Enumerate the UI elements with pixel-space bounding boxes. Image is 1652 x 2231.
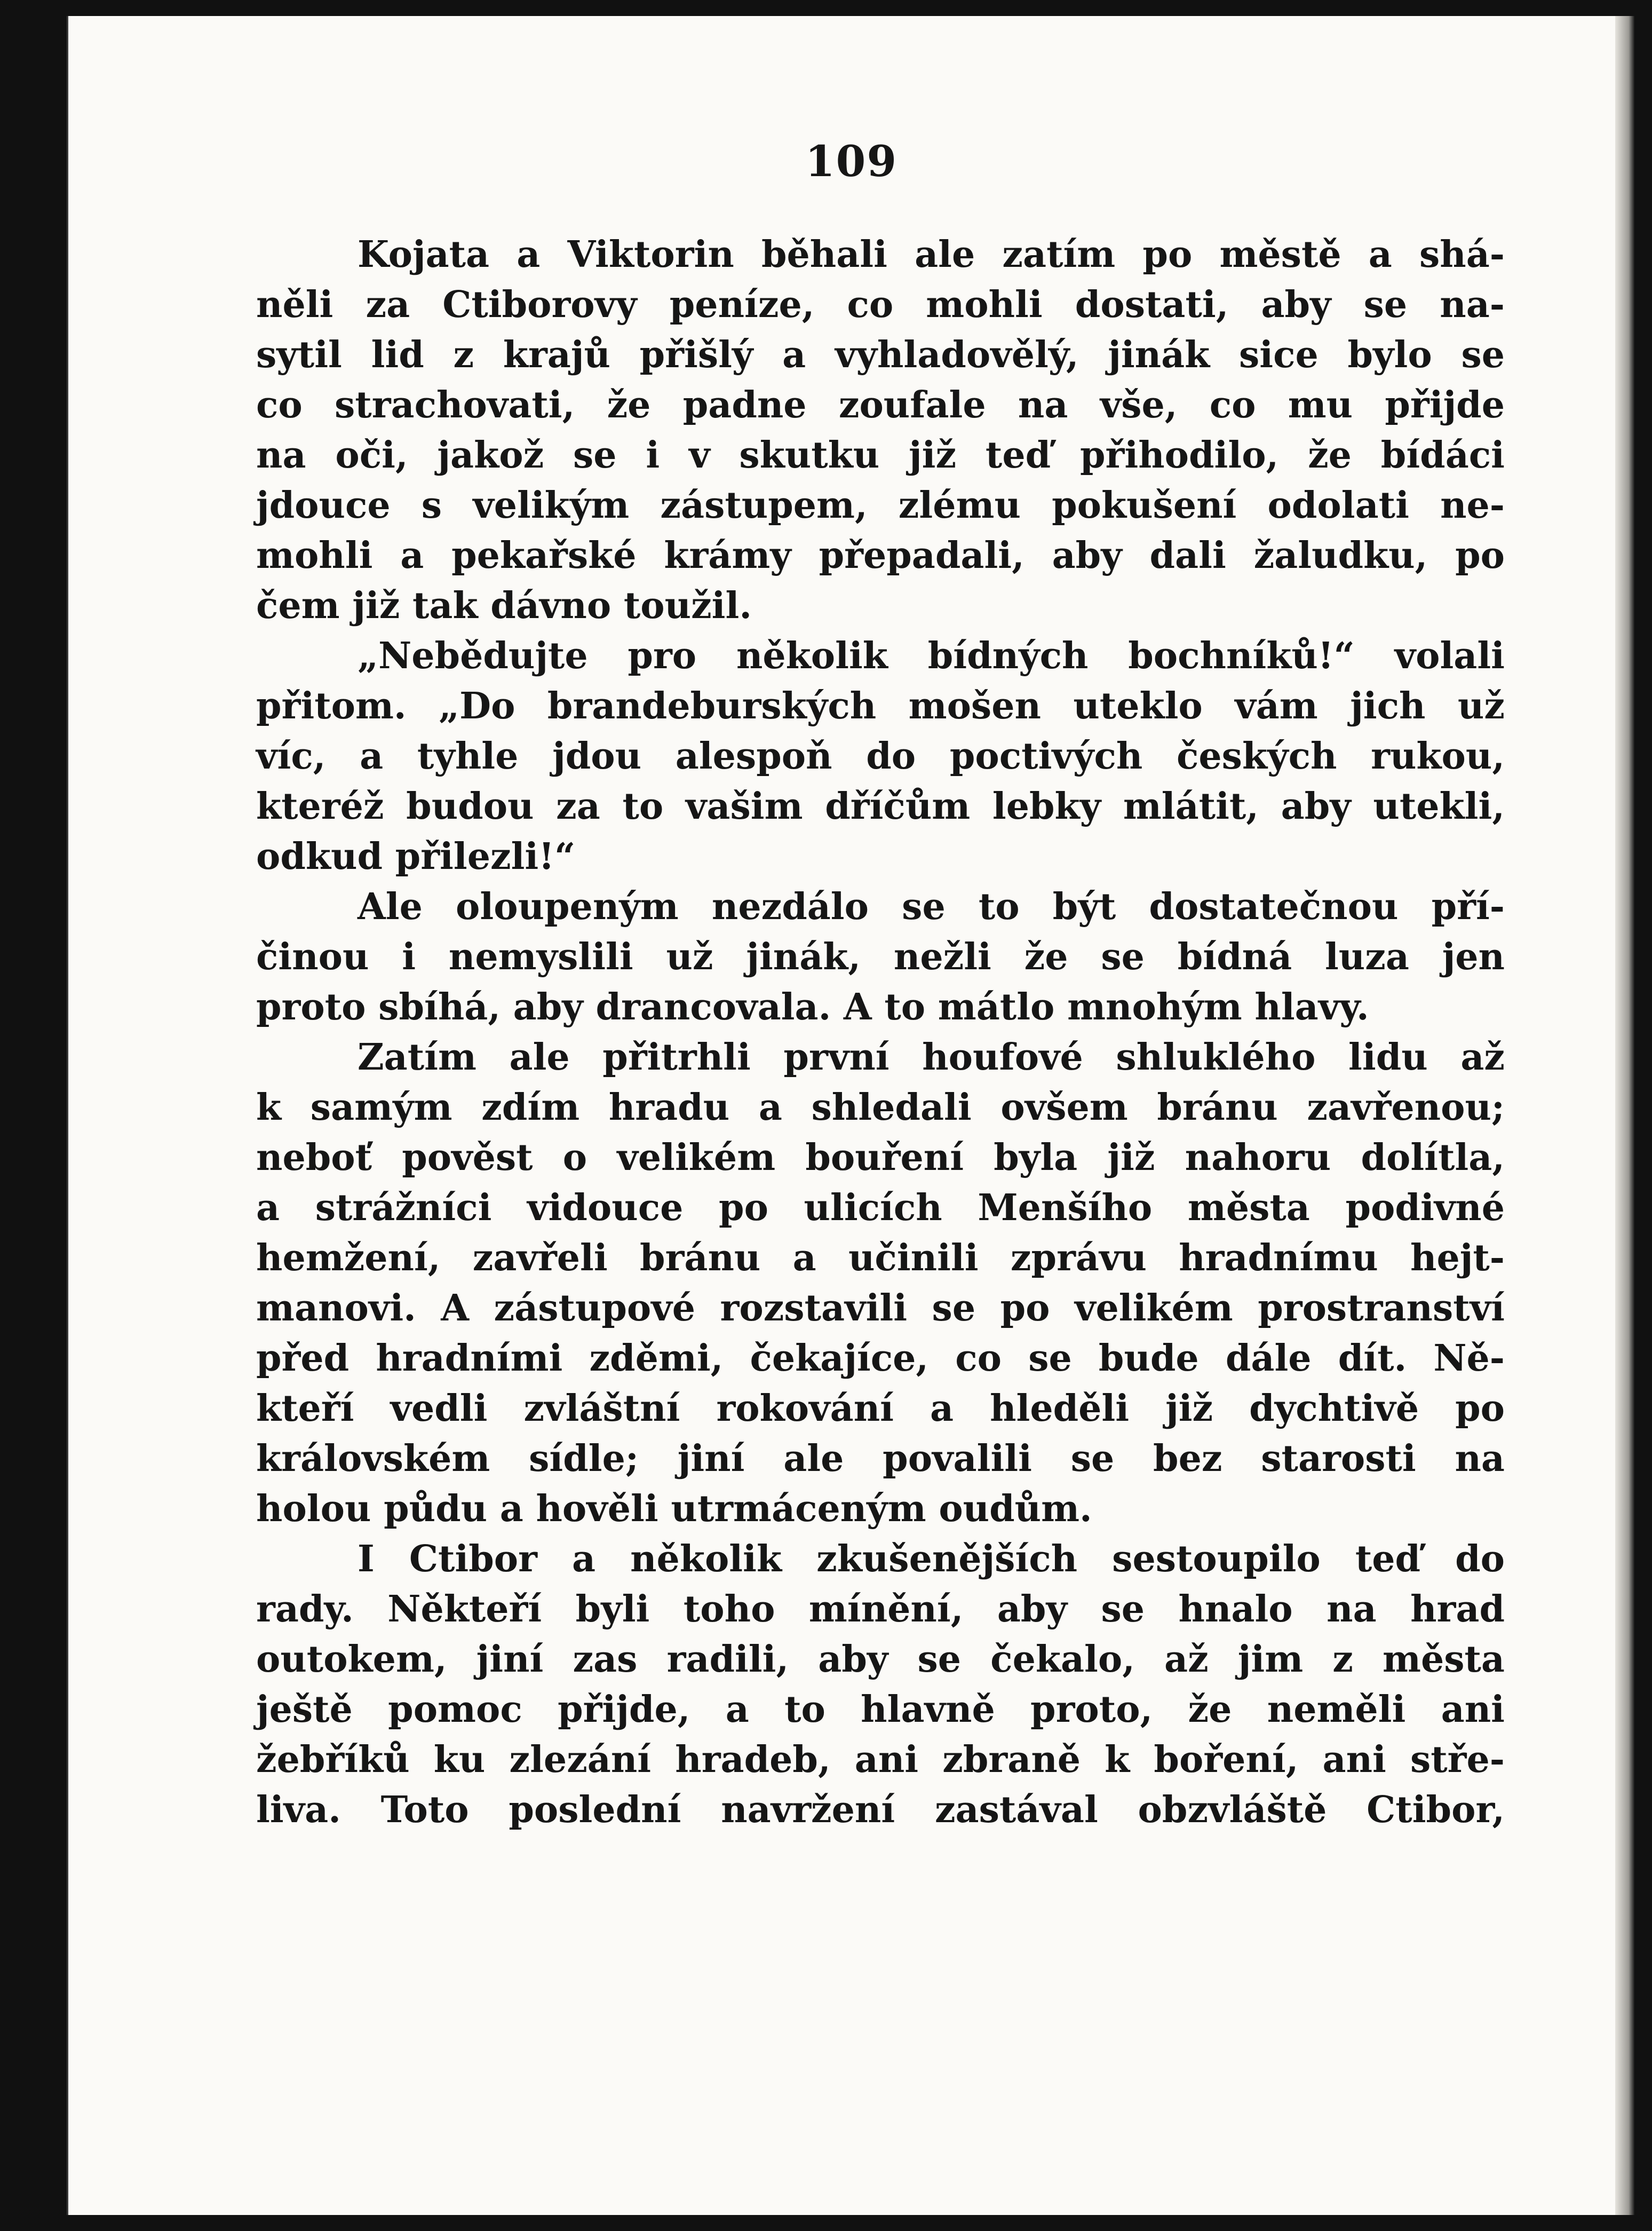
book-page — [67, 16, 1634, 2215]
text-line: proto sbíhá, aby drancovala. A to mátlo mnohým hlavy. — [256, 986, 1369, 1029]
text-line: neboť pověst o velikém bouření byla již nahoru dolítla, — [256, 1136, 1505, 1179]
text-line: k samým zdím hradu a shledali ovšem bránu zavřenou; — [256, 1086, 1505, 1129]
text-line: víc, a tyhle jdou alespoň do poctivých českých rukou, — [256, 735, 1505, 778]
text-line: sytil lid z krajů přišlý a vyhladovělý, jinák sice bylo se — [256, 334, 1505, 376]
text-line: žebříků ku zlezání hradeb, ani zbraně k boření, ani stře- — [256, 1738, 1505, 1781]
text-line: Ale oloupeným nezdálo se to být dostatečnou pří- — [358, 885, 1505, 928]
text-line: rady. Někteří byli toho mínění, aby se hnalo na hrad — [256, 1588, 1505, 1631]
text-line: Zatím ale přitrhli první houfové shluklého lidu až — [358, 1036, 1505, 1079]
text-line: před hradními zděmi, čekajíce, co se bude dále dít. Ně- — [256, 1337, 1505, 1380]
text-line: čem již tak dávno toužil. — [256, 584, 752, 627]
text-line: mohli a pekařské krámy přepadali, aby dali žaludku, po — [256, 534, 1505, 577]
text-line: liva. Toto poslední navržení zastával obzvláště Ctibor, — [256, 1789, 1505, 1831]
page-number: 109 — [805, 136, 898, 186]
text-line: hemžení, zavřeli bránu a učinili zprávu hradnímu hejt- — [256, 1237, 1505, 1279]
text-line: kteří vedli zvláštní rokování a hleděli již dychtivě po — [256, 1387, 1505, 1430]
text-line: něli za Ctiborovy peníze, co mohli dostati, aby se na- — [256, 283, 1505, 326]
text-line: královském sídle; jiní ale povalili se bez starosti na — [256, 1437, 1505, 1480]
text-line: „Nebědujte pro několik bídných bochníků!“ volali — [358, 635, 1505, 677]
text-line: outokem, jiní zas radili, aby se čekalo, až jim z města — [256, 1638, 1505, 1681]
text-line: kteréž budou za to vašim dříčům lebky mlátit, aby utekli, — [256, 785, 1505, 828]
text-line: manovi. A zástupové rozstavili se po velikém prostranství — [256, 1287, 1505, 1330]
page-gutter-shadow — [1615, 16, 1634, 2215]
text-line: jdouce s velikým zástupem, zlému pokušení odolati ne- — [256, 484, 1505, 527]
text-line: činou i nemyslili už jinák, nežli že se bídná luza jen — [256, 936, 1505, 978]
body-text — [256, 230, 1505, 1835]
text-line: na oči, jakož se i v skutku již teď přihodilo, že bídáci — [256, 434, 1505, 477]
text-line: přitom. „Do brandeburských mošen uteklo vám jich už — [256, 685, 1505, 727]
text-line: I Ctibor a několik zkušenějších sestoupilo teď do — [358, 1538, 1505, 1580]
text-line: a strážníci vidouce po ulicích Menšího města podivné — [256, 1186, 1505, 1229]
text-line: ještě pomoc přijde, a to hlavně proto, že neměli ani — [256, 1688, 1505, 1731]
text-line: odkud přilezli!“ — [256, 835, 576, 878]
text-line: Kojata a Viktorin běhali ale zatím po městě a shá- — [358, 233, 1505, 276]
text-line: co strachovati, že padne zoufale na vše, co mu přijde — [256, 384, 1505, 426]
text-line: holou půdu a hověli utrmáceným oudům. — [256, 1488, 1092, 1530]
